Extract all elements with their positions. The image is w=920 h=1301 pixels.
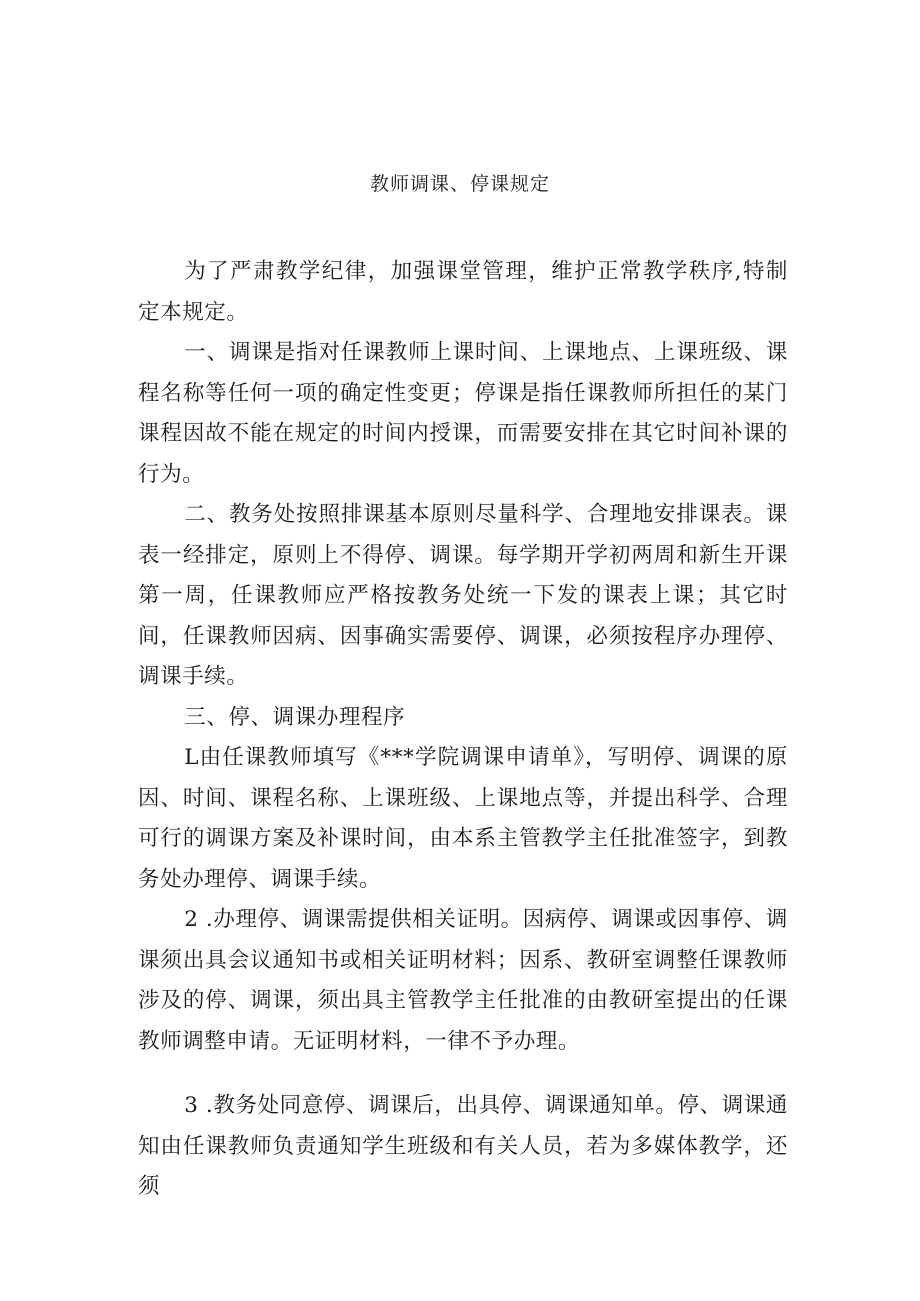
document-title: 教师调课、停课规定	[369, 173, 550, 195]
paragraph-section-3-heading: 三、停、调课办理程序	[184, 704, 406, 730]
document-body	[138, 252, 788, 1208]
paragraph-item-3: 3 .教务处同意停、调课后，出具停、调课通知单。停、调课通知由任课教师负责通知学生班级和有关人员，若为多媒体教学，还须	[138, 1093, 788, 1199]
paragraph-section-2: 二、教务处按照排课基本原则尽量科学、合理地安排课表。课表一经排定，原则上不得停、调课。每学期开学初两周和新生开课第一周，任课教师应严格按教务处统一下发的课表上课；其它时间，任课教师因病、因事确实需要停、调课，必须按程序办理停、调课手续。	[138, 502, 788, 689]
paragraph-section-1: 一、调课是指对任课教师上课时间、上课地点、上课班级、课程名称等任何一项的确定性变更；停课是指任课教师所担任的某门课程因故不能在规定的时间内授课，而需要安排在其它时间补课的行为。	[138, 340, 788, 487]
paragraph-intro: 为了严肃教学纪律，加强课堂管理，维护正常教学秩序,特制定本规定。	[138, 259, 788, 325]
paragraph-item-1: L由任课教师填写《***学院调课申请单》，写明停、调课的原因、时间、课程名称、上课班级、上课地点等，并提出科学、合理可行的调课方案及补课时间，由本系主管教学主任批准签字，到教务处办理停、调课手续。	[138, 745, 788, 892]
paragraph-item-2: 2 .办理停、调课需提供相关证明。因病停、调课或因事停、调课须出具会议通知书或相关证明材料；因系、教研室调整任课教师涉及的停、调课，须出具主管教学主任批准的由教研室提出的任课教师调整申请。无证明材料，一律不予办理。	[138, 907, 788, 1054]
